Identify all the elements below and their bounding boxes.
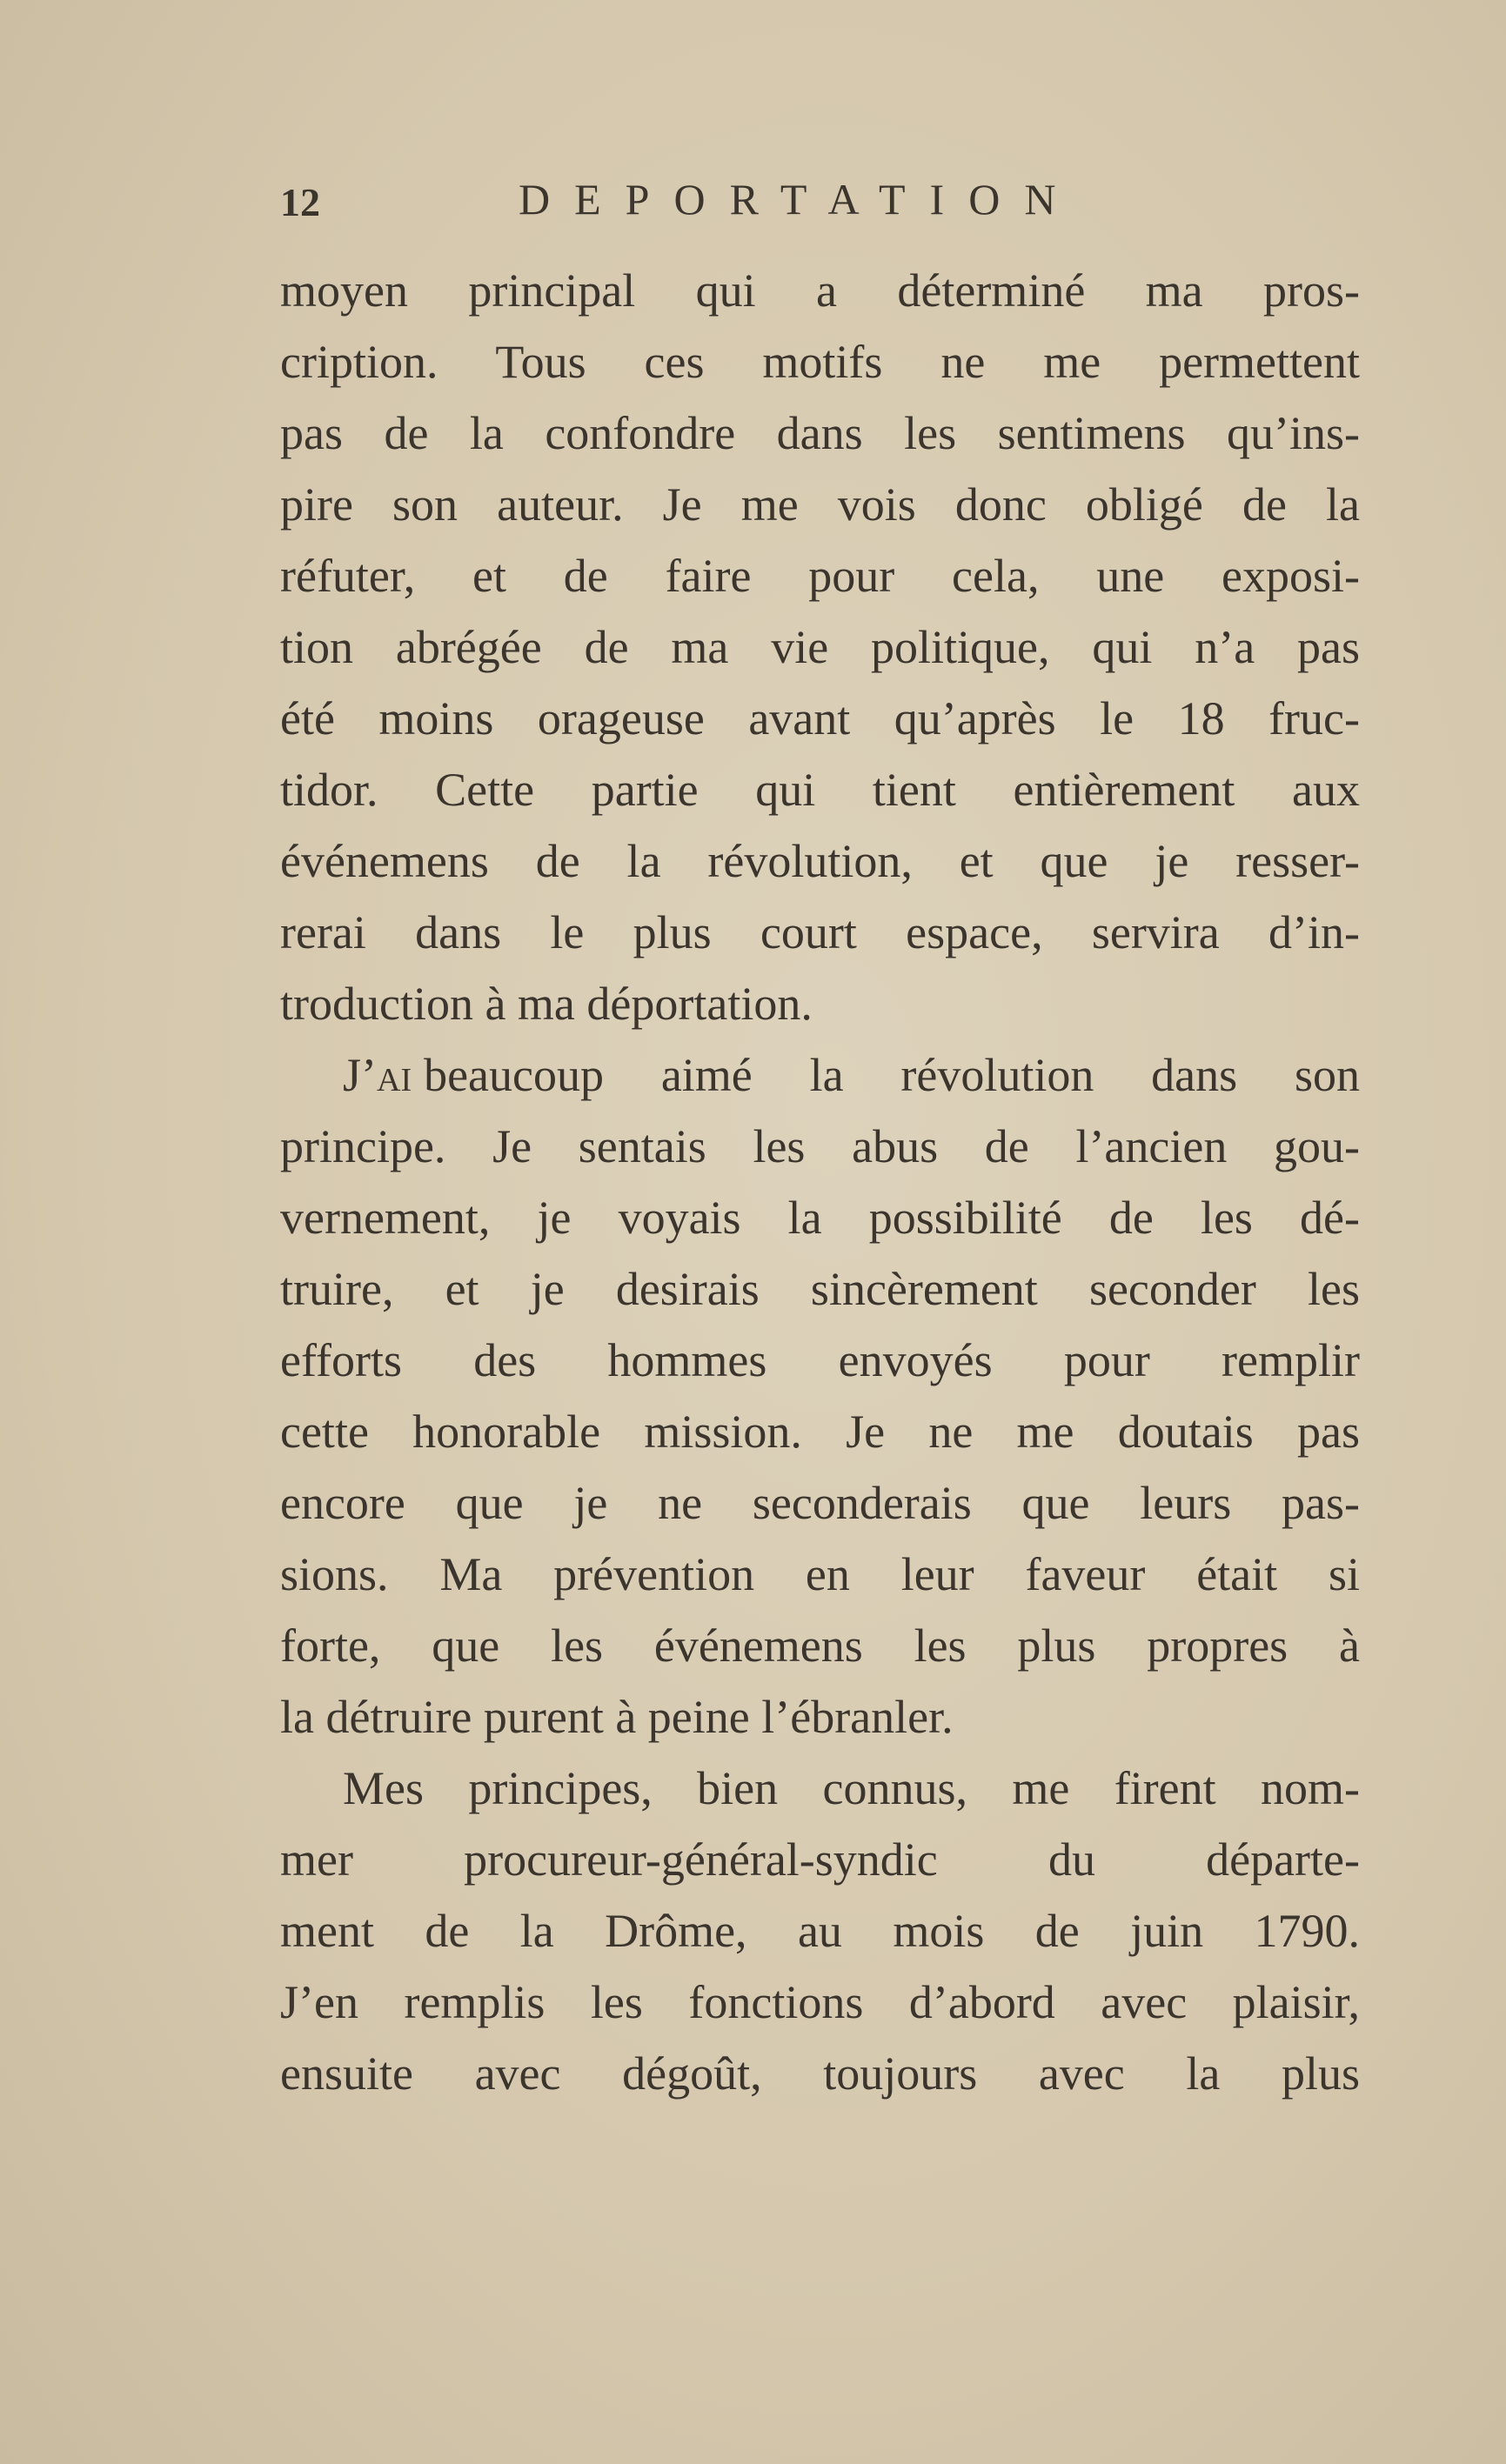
text-line: [280, 754, 1360, 825]
line-text: encore que je ne seconderais que leurs pas-: [280, 1477, 1360, 1529]
text-line: [280, 1824, 1360, 1895]
text-line: [280, 1325, 1360, 1396]
line-text: ment de la Drôme, au mois de juin 1790.: [280, 1905, 1360, 1957]
text-line: [280, 1753, 1360, 1824]
line-text: efforts des hommes envoyés pour remplir: [280, 1334, 1360, 1386]
text-line: [280, 326, 1360, 397]
text-line: [280, 1681, 1360, 1753]
text-line: [280, 2038, 1360, 2109]
text-line: [280, 469, 1360, 540]
text-line: [280, 1253, 1360, 1325]
text-line: [280, 1539, 1360, 1610]
line-text: beaucoup aimé la révolution dans son: [424, 1049, 1360, 1101]
text-line: [280, 1111, 1360, 1182]
text-line: [280, 1396, 1360, 1467]
text-line: [280, 1039, 1360, 1111]
line-text: été moins orageuse avant qu’après le 18 fruc-: [280, 692, 1360, 745]
line-text: mer procureur-général-syndic du départe-: [280, 1833, 1360, 1886]
line-text: forte, que les événemens les plus propres à: [280, 1619, 1360, 1672]
line-text: truire, et je desirais sincèrement seconder les: [280, 1263, 1360, 1315]
text-line: [280, 611, 1360, 683]
line-text: réfuter, et de faire pour cela, une exposi-: [280, 550, 1360, 602]
body-text: [280, 255, 1360, 2109]
line-text: J’en remplis les fonctions d’abord avec plaisir,: [280, 1976, 1360, 2028]
text-line: [280, 255, 1360, 326]
line-text: événemens de la révolution, et que je resser-: [280, 835, 1360, 887]
line-text: moyen principal qui a déterminé ma pros-: [280, 264, 1360, 317]
text-line: [280, 968, 1360, 1039]
line-text: cette honorable mission. Je ne me doutais pas: [280, 1406, 1360, 1458]
line-text: pire son auteur. Je me vois donc obligé de la: [280, 478, 1360, 531]
text-line: [280, 897, 1360, 968]
line-text: principe. Je sentais les abus de l’ancien gou-: [280, 1120, 1360, 1172]
text-line: [280, 825, 1360, 897]
line-text: vernement, je voyais la possibilité de les dé-: [280, 1192, 1360, 1244]
text-line: [280, 1967, 1360, 2038]
paragraph: [280, 255, 1360, 1039]
text-line: [280, 1182, 1360, 1253]
text-line: [280, 1467, 1360, 1539]
small-caps-lead: J’ai: [343, 1049, 412, 1101]
line-text: la détruire purent à peine l’ébranler.: [280, 1691, 954, 1743]
running-title: DEPORTATION: [519, 175, 1081, 224]
line-text: tion abrégée de ma vie politique, qui n’a pas: [280, 621, 1360, 673]
line-text: troduction à ma déportation.: [280, 978, 813, 1030]
page-number: 12: [280, 180, 320, 224]
text-line: [280, 540, 1360, 611]
line-text: Mes principes, bien connus, me firent nom-: [343, 1762, 1360, 1814]
running-header: [280, 174, 1360, 244]
line-text: tidor. Cette partie qui tient entièrement aux: [280, 764, 1360, 816]
line-text: ensuite avec dégoût, toujours avec la plus: [280, 2047, 1360, 2100]
text-line: [280, 683, 1360, 754]
line-text: rerai dans le plus court espace, servira d’in-: [280, 906, 1360, 958]
paragraph: [280, 1753, 1360, 2109]
line-text: pas de la confondre dans les sentimens qu’ins-: [280, 407, 1360, 459]
line-text: cription. Tous ces motifs ne me permettent: [280, 336, 1360, 388]
text-line: [280, 1610, 1360, 1681]
line-text: sions. Ma prévention en leur faveur était si: [280, 1548, 1360, 1600]
text-line: [280, 1895, 1360, 1967]
text-line: [280, 397, 1360, 469]
paragraph: [280, 1039, 1360, 1753]
